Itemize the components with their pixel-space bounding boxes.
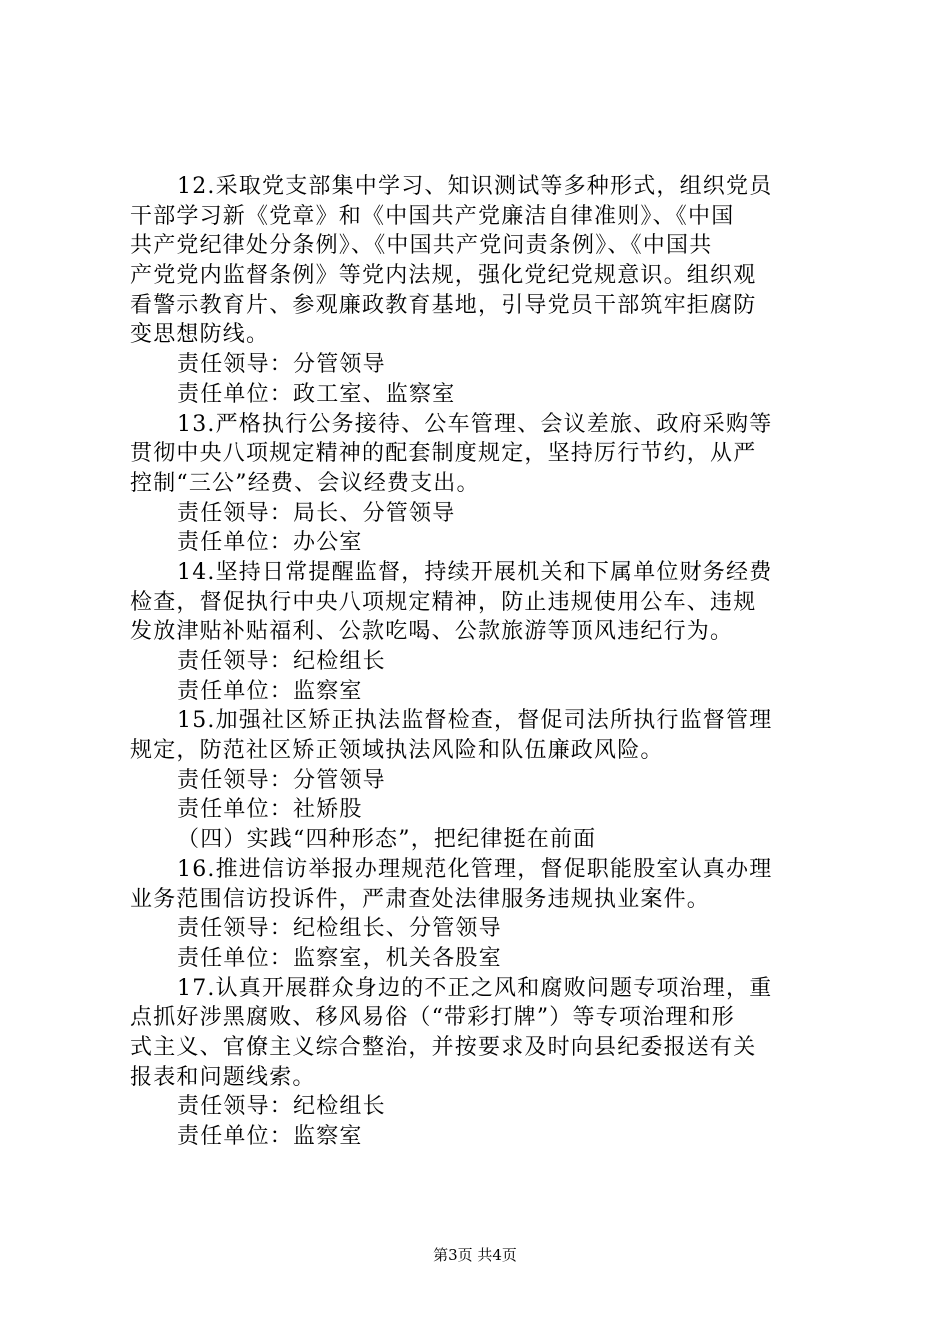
text-line: 式主义、官僚主义综合整治，并按要求及时向县纪委报送有关 [130,1034,757,1060]
text-line: 13.严格执行公务接待、公车管理、会议差旅、政府采购等 [177,411,773,437]
text-line: 控制“三公”经费、会议经费支出。 [130,470,480,496]
text-line: 干部学习新《党章》和《中国共产党廉洁自律准则》、《中国 [130,203,735,229]
text-line: 责任领导：纪检组长 [177,1094,386,1120]
text-line: 发放津贴补贴福利、公款吃喝、公款旅游等顶风违纪行为。 [130,619,734,645]
text-line: 检查，督促执行中央八项规定精神，防止违规使用公车、违规 [130,589,757,615]
document-body [130,172,830,1152]
text-line: 贯彻中央八项规定精神的配套制度规定，坚持厉行节约，从严 [130,441,757,467]
text-line: 责任单位：社矫股 [177,797,363,823]
text-line: 12.采取党支部集中学习、知识测试等多种形式，组织党员 [177,174,773,199]
text-line: 业务范围信访投诉件，严肃查处法律服务违规执业案件。 [130,886,711,912]
text-line: 责任单位：监察室 [177,678,363,704]
text-line: 共产党纪律处分条例》、《中国共产党问责条例》、《中国共 [130,233,713,259]
text-line: 责任领导：局长、分管领导 [177,500,456,526]
text-line: 报表和问题线索。 [130,1064,316,1090]
text-line: 规定，防范社区矫正领域执法风险和队伍廉政风险。 [130,738,664,764]
text-line: 14.坚持日常提醒监督，持续开展机关和下属单位财务经费 [177,559,773,585]
text-line: 看警示教育片、参观廉政教育基地，引导党员干部筑牢拒腐防 [130,292,757,318]
text-line: （四）实践“四种形态”，把纪律挺在前面 [177,827,597,853]
text-line: 责任领导：分管领导 [177,767,386,793]
text-line: 责任单位：办公室 [177,530,363,556]
text-line: 变思想防线。 [130,322,270,348]
text-line: 责任领导：分管领导 [177,352,386,378]
text-line: 责任单位：政工室、监察室 [177,381,456,407]
text-line: 责任单位：监察室 [177,1124,363,1149]
text-line: 15.加强社区矫正执法监督检查，督促司法所执行监督管理 [177,708,773,734]
text-line: 点抓好涉黑腐败、移风易俗（“带彩打牌”）等专项治理和形 [130,1005,735,1031]
text-line: 责任领导：纪检组长、分管领导 [177,916,502,942]
text-line: 16.推进信访举报办理规范化管理，督促职能股室认真办理 [177,856,773,882]
text-line: 产党党内监督条例》等党内法规，强化党纪党规意识。组织观 [130,263,757,289]
text-line: 17.认真开展群众身边的不正之风和腐败问题专项治理，重 [177,975,773,1001]
text-line: 责任单位：监察室，机关各股室 [177,945,502,971]
text-line: 责任领导：纪检组长 [177,649,386,674]
page-footer: 第3页 共4页 [433,1246,517,1264]
